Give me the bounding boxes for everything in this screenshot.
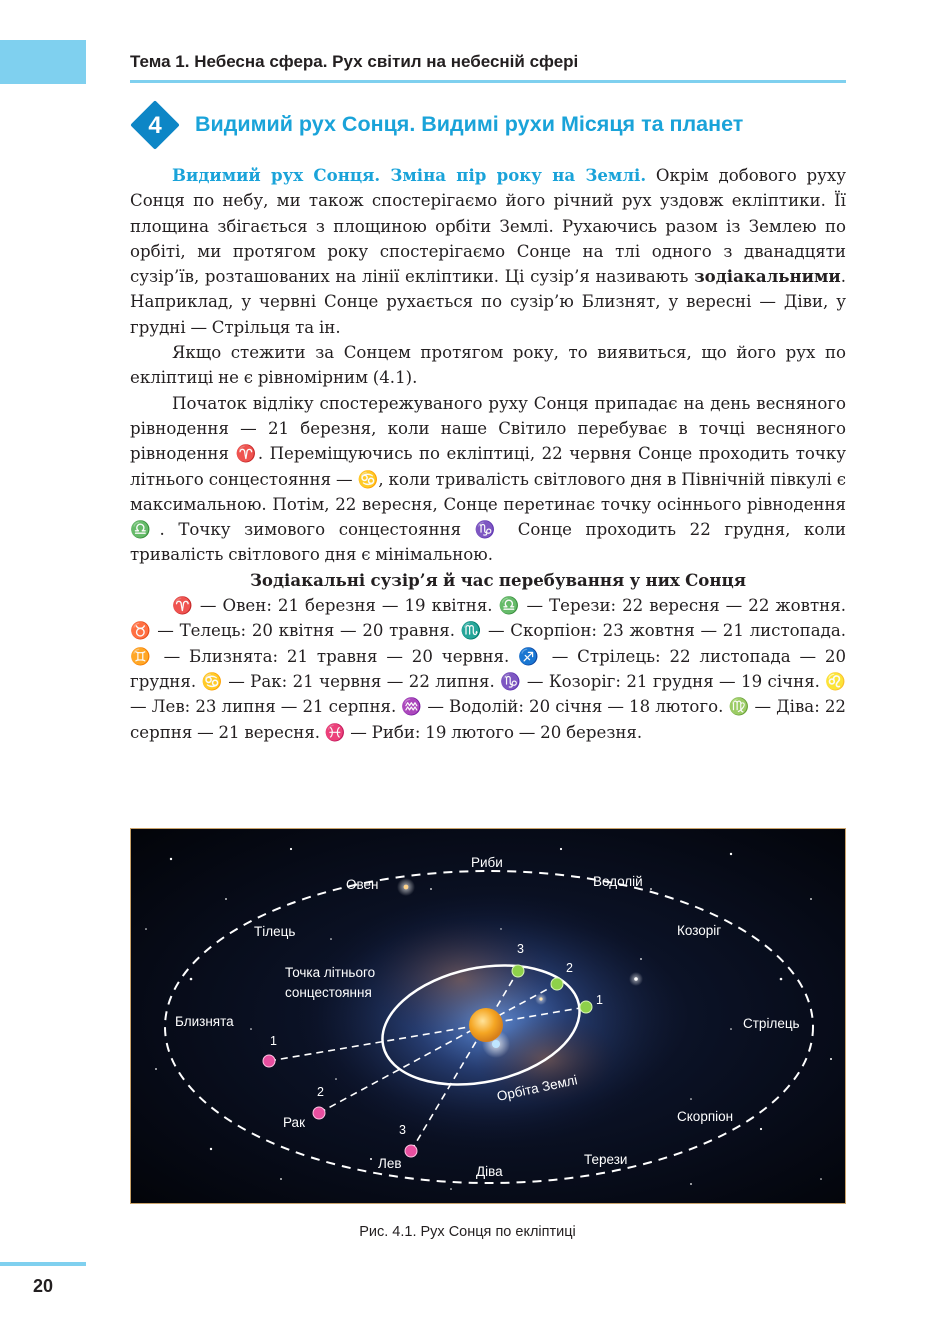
paragraph-text: . Наприклад, у червні Сонце рухається по сузір’ю Близнят, у вересні — Діви, у грудні — Стрільця та ін. [130,267,846,337]
section-number: 4 [148,112,162,139]
sun-position-3 [405,1145,417,1157]
zodiac-symbol-capricorn: ♑ [500,671,522,691]
zodiac-symbol-sagittarius: ♐ [518,646,543,666]
corner-color-block [0,40,86,84]
figure-caption: Рис. 4.1. Рух Сонця по екліптиці [359,1224,576,1240]
zodiac-entry: — Риби: 19 лютого — 20 березня. [345,722,643,742]
zodiac-entry: — Овен: 21 березня — 19 квітня. [193,596,499,616]
earth-point-1 [580,1001,592,1013]
zodiac-entry: — Діва: 22 серпня — 21 вересня. [130,697,846,742]
earth-point-2 [551,978,563,990]
label-pisces: Риби [471,855,503,870]
header-rule [130,80,846,83]
cancer-symbol: ♋ [357,469,379,489]
page-number: 20 [32,1276,54,1296]
zodiac-entry: — Стрілець: 22 листопада — 20 грудня. [130,646,847,691]
label-gemini: Близнята [175,1014,234,1029]
zodiac-entry: — Водолій: 20 січня — 18 лютого. [422,697,729,717]
paragraph-text: . Переміщуючись по екліптиці, 22 червня Сонце проходить точку літнього сонцестояння — [130,444,846,489]
paragraph-text: . Точку зимового сонцестояння [159,520,475,540]
sun-position-1 [263,1055,275,1067]
paragraph-lead: Видимий рух Сонця. Зміна пір року на Землі. [172,165,647,185]
topic-header: Тема 1. Небесна сфера. Рух світил на небесній сфері [130,52,579,71]
section-number-badge [130,100,180,150]
earth-point-number: 3 [517,942,524,956]
label-virgo: Діва [476,1164,503,1179]
paragraph-3 [130,391,846,568]
zodiac-symbol-libra: ♎ [498,596,521,616]
zodiac-entry: — Рак: 21 червня — 22 липня. [222,671,501,691]
zodiac-symbol-leo: ♌ [825,671,846,691]
label-sagittarius: Стрілець [743,1016,800,1031]
body-text [130,163,846,745]
label-summer-solstice: Точка літнього [285,965,376,980]
zodiac-symbol-gemini: ♊ [130,646,155,666]
earth-point-number: 2 [566,961,573,975]
paragraph-text: Сонце проходить 22 грудня, коли тривалість світлового дня є мінімальною. [130,520,846,565]
label-libra: Терези [584,1152,628,1167]
zodiac-entry: — Близнята: 21 травня — 20 червня. [154,646,519,666]
label-aries: Овен [346,877,379,892]
label-taurus: Тілець [254,924,296,939]
zodiac-list [130,593,846,745]
zodiac-table-title: Зодіакальні сузір’я й час перебування у них Сонця [249,569,747,590]
paragraph-1 [130,163,846,340]
zodiac-symbol-scorpio: ♏ [460,621,483,641]
aries-symbol: ♈ [235,444,258,464]
zodiac-entry: — Козоріг: 21 грудня — 19 січня. [521,671,826,691]
zodiac-symbol-virgo: ♍ [728,697,750,717]
zodiac-entry: — Терези: 22 вересня — 22 жовтня. [520,596,846,616]
label-aquarius: Водолій [593,874,643,889]
label-cancer: Рак [283,1115,305,1130]
zodiac-symbol-aries: ♈ [172,596,194,616]
label-scorpio: Скорпіон [677,1109,734,1124]
zodiac-entry: — Скорпіон: 23 жовтня — 21 листопада. [482,621,846,641]
earth-point-number: 1 [596,993,603,1007]
section-title: Видимий рух Сонця. Видимі рухи Місяця та планет [195,112,744,136]
label-summer-solstice: сонцестояння [285,985,372,1000]
zodiac-symbol-pisces: ♓ [324,722,346,742]
paragraph-text: Початок відліку спостережуваного руху Сонця припадає на день весняного рівнодення — 21 березня, коли наше Світило перебуває в точці весняного рівнодення [130,393,846,464]
zodiac-entry: — Лев: 23 липня — 21 серпня. [130,697,402,717]
libra-symbol: ♎ [130,520,160,540]
capricorn-symbol: ♑ [474,520,505,540]
sun-position-number: 3 [399,1123,406,1137]
paragraph-text: , коли тривалість світлового дня в Північній півкулі є максимальною. Потім, 22 вересня, Сонце перетинає точку осіннього рівнодення [130,469,846,514]
sun-position-2 [313,1107,325,1119]
sun-position-number: 1 [270,1034,277,1048]
label-capricorn: Козоріг [677,923,722,938]
zodiac-symbol-taurus: ♉ [130,621,152,641]
earth-point-3 [512,965,524,977]
label-leo: Лев [378,1156,402,1171]
zodiac-entry: — Телець: 20 квітня — 20 травня. [151,621,461,641]
bold-term: зодіакальними [694,266,841,287]
zodiac-symbol-aquarius: ♒ [401,697,423,717]
zodiac-symbol-cancer: ♋ [201,671,223,691]
paragraph-text: Окрім добового руху Сонця по небу, ми також спостерігаємо його річний рух уздовж екліптики. Її площина збігається з площиною орбіти Землі. Рухаючись разом із Землею по орбіті, ми протягом року спостерігаємо Сонце на тлі одного з дванадцяти сузір’їв, розташованих на лінії екліптики. Ці сузір’я називають [130,166,846,287]
ecliptic-diagram [131,829,846,1204]
sun [469,1008,503,1042]
footer-rule [0,1262,86,1266]
ecliptic-figure [130,828,846,1204]
sun-position-number: 2 [317,1085,324,1099]
label-earth-orbit: Орбіта Землі [495,1072,579,1104]
paragraph-2: Якщо стежити за Сонцем протягом року, то виявиться, що його рух по екліптиці не є рівномірним (4.1). [130,343,846,388]
